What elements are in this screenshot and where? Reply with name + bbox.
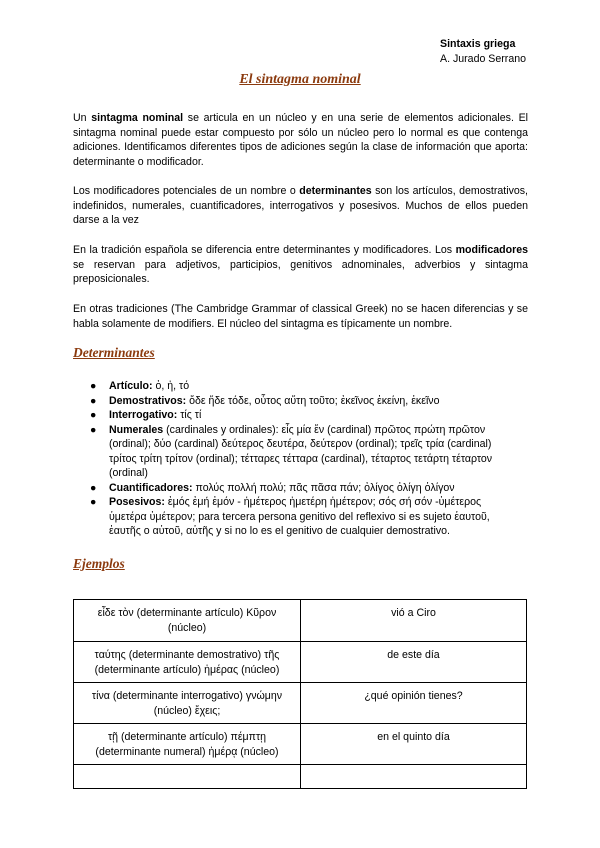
list-item xyxy=(80,495,520,539)
intro-paragraph-4: En otras tradiciones (The Cambridge Grammar of classical Greek) no se hacen diferencias y se habla solamente de modifiers. El núcleo del sintagma es típicamente un nombre. xyxy=(73,303,528,330)
author-name: A. Jurado Serrano xyxy=(440,52,526,65)
item-text: τίς τί xyxy=(177,409,202,421)
bullet-icon: ● xyxy=(90,481,97,494)
determinantes-list xyxy=(80,379,520,539)
item-label: Posesivos: xyxy=(109,496,165,508)
spanish-cell: de este día xyxy=(301,642,527,683)
spanish-cell: ¿qué opinión tienes? xyxy=(301,683,527,724)
list-item xyxy=(80,423,520,481)
bullet-icon: ● xyxy=(90,423,97,436)
item-label: Interrogativo: xyxy=(109,409,178,421)
intro-paragraph-1 xyxy=(73,111,528,169)
item-label: Numerales xyxy=(109,423,164,436)
bullet-icon: ● xyxy=(90,409,97,421)
page-title: El sintagma nominal xyxy=(239,72,361,87)
item-text: ἐμός ἐμή ἐμόν - ἡμέτερος ἡμετέρη ἡμέτερον; σός σή σόν -ὑμέτερος ὑμετέρα ὑμέτερον; para tercera persona genitivo del reflexivo si es sujeto ἑαυτοῦ, ἑαυτῆς ο αὑτοῦ, αὑτῆς y si no lo es el genitivo de cualquier demostrativo. xyxy=(109,496,490,537)
spanish-cell: vió a Ciro xyxy=(301,600,527,642)
bullet-icon: ● xyxy=(90,496,97,508)
bullet-icon: ● xyxy=(90,380,97,392)
section-heading-ejemplos: Ejemplos xyxy=(73,556,125,571)
table-row xyxy=(74,600,527,642)
greek-cell: τίνα (determinante interrogativo) γνώμην (núcleo) ἔχεις; xyxy=(74,683,301,724)
greek-cell: τῇ (determinante artículo) πέμπτῃ (determinante numeral) ἡμέρᾳ (núcleo) xyxy=(74,724,301,765)
item-text: ὁ, ἡ, τό xyxy=(152,380,190,392)
bold-term: modificadores xyxy=(455,244,528,256)
greek-cell: εἶδε τὸν (determinante artículo) Κῦρον (núcleo) xyxy=(74,600,301,642)
examples-table xyxy=(73,599,527,789)
text-run: se articula en un núcleo y en una serie de elementos adicionales. El sintagma nominal puede estar compuesto por sólo un núcleo pero lo normal es que contenga adiciones. Identificamos diferentes tipos de adiciones según la clase de información que aporta: determinante o modificador. xyxy=(73,112,529,168)
table-row xyxy=(74,724,527,765)
intro-paragraph-2 xyxy=(73,184,528,228)
greek-cell xyxy=(74,765,301,789)
bold-term: sintagma nominal xyxy=(91,112,184,124)
item-text: (cardinales y ordinales): εἷς μία ἕν (cardinal) πρῶτος πρώτη πρῶτον (ordinal); δύο (cardinal) δεύτερος δευτέρα, δεύτερον (ordinal); τρεῖς τρία (cardinal) τρίτος τρίτη τρίτον (ordinal); τέτταρες τέτταρα (cardinal), τέταρτος τετάρτη τέταρτον (ordinal) xyxy=(109,423,493,479)
bold-term: determinantes xyxy=(299,185,372,197)
item-label: Demostrativos: xyxy=(109,394,187,407)
text-run: Los modificadores potenciales de un nombre o xyxy=(73,185,300,197)
item-label: Artículo: xyxy=(109,380,153,392)
text-run: son los artículos, demostrativos, indefinidos, numerales, cuantificadores, interrogativos y posesivos. Muchos de ellos pueden darse a la vez xyxy=(73,185,528,226)
intro-paragraph-3 xyxy=(73,243,528,287)
text-run: se reservan para adjetivos, participios, genitivos adnominales, adverbios y sintagma preposicionales. xyxy=(73,258,528,285)
list-item xyxy=(80,408,520,423)
item-text: πολύς πολλή πολύ; πᾶς πᾶσα πάν; ὀλίγος ὀλίγη ὀλίγον xyxy=(192,481,455,494)
bullet-icon: ● xyxy=(90,394,97,407)
text-run: En la tradición española se diferencia entre determinantes y modificadores. Los xyxy=(73,244,456,256)
list-item xyxy=(80,481,520,496)
table-row xyxy=(74,683,527,724)
list-item xyxy=(80,379,520,394)
text-run: Un xyxy=(73,112,92,124)
document-header xyxy=(440,37,526,66)
table-row xyxy=(74,642,527,683)
item-label: Cuantificadores: xyxy=(109,481,193,494)
greek-cell: ταύτης (determinante demostrativo) τῆς (determinante artículo) ἡμέρας (núcleo) xyxy=(74,642,301,683)
spanish-cell: en el quinto día xyxy=(301,724,527,765)
section-heading-determinantes: Determinantes xyxy=(73,345,155,360)
item-text: ὅδε ἥδε τόδε, οὗτος αὕτη τοῦτο; ἐκεῖνος ἐκείνη, ἐκεῖνο xyxy=(186,394,440,407)
spanish-cell xyxy=(301,765,527,789)
course-title: Sintaxis griega xyxy=(440,38,516,50)
list-item xyxy=(80,394,520,409)
table-row xyxy=(74,765,527,789)
